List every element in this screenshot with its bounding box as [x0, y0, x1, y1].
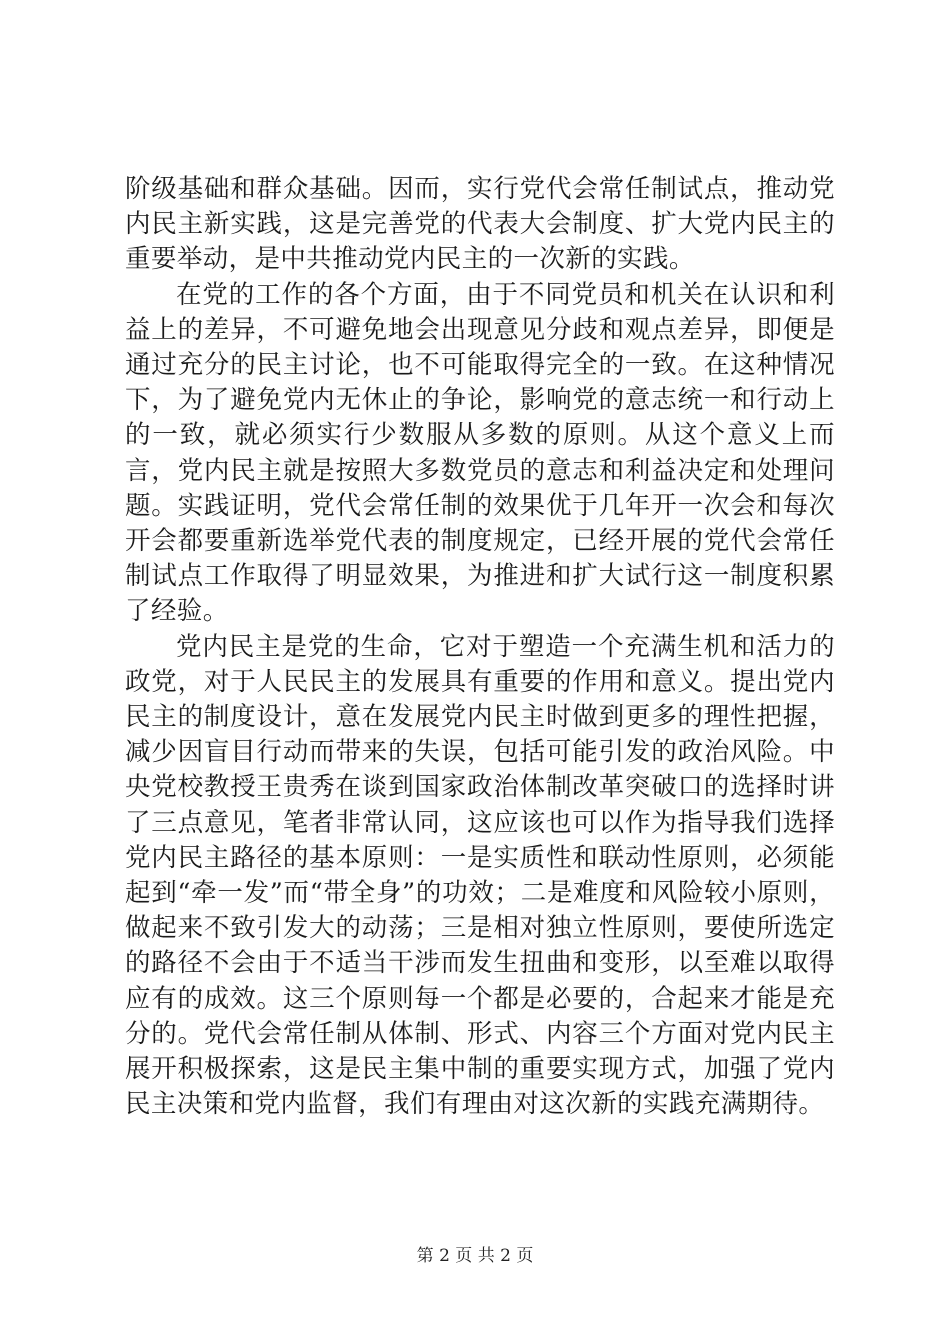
paragraph-inner-party-democracy: 党内民主是党的生命，它对于塑造一个充满生机和活力的政党，对于人民民主的发展具有重要的作用和意义。提出党内民主的制度设计，意在发展党内民主时做到更多的理性把握，减少因盲目行动而带来的失误，包括可能引发的政治风险。中央党校教授王贵秀在谈到国家政治体制改革突破口的选择时讲了三点意见，笔者非常认同，这应该也可以作为指导我们选择党内民主路径的基本原则：一是实质性和联动性原则，必须能起到“牵一发”而“带全身”的功效；二是难度和风险较小原则，做起来不致引发大的动荡；三是相对独立性原则，要使所选定的路径不会由于不适当干涉而发生扭曲和变形，以至难以取得应有的成效。这三个原则每一个都是必要的，合起来才能是充分的。党代会常任制从体制、形式、内容三个方面对党内民主展开积极探索，这是民主集中制的重要实现方式，加强了党内民主决策和党内监督，我们有理由对这次新的实践充满期待。 [125, 631, 835, 1120]
body-text [125, 172, 835, 1122]
paragraph-continued: 阶级基础和群众基础。因而，实行党代会常任制试点，推动党内民主新实践，这是完善党的代表大会制度、扩大党内民主的重要举动，是中共推动党内民主的一次新的实践。 [125, 174, 835, 275]
page-footer: 第 2 页 共 2 页 [416, 1246, 534, 1266]
paragraph-majority-rule: 在党的工作的各个方面，由于不同党员和机关在认识和利益上的差异，不可避免地会出现意见分歧和观点差异，即便是通过充分的民主讨论，也不可能取得完全的一致。在这种情况下，为了避免党内无休止的争论，影响党的意志统一和行动上的一致，就必须实行少数服从多数的原则。从这个意义上而言，党内民主就是按照大多数党员的意志和利益决定和处理问题。实践证明，党代会常任制的效果优于几年开一次会和每次开会都要重新选举党代表的制度规定，已经开展的党代会常任制试点工作取得了明显效果，为推进和扩大试行这一制度积累了经验。 [125, 279, 835, 627]
